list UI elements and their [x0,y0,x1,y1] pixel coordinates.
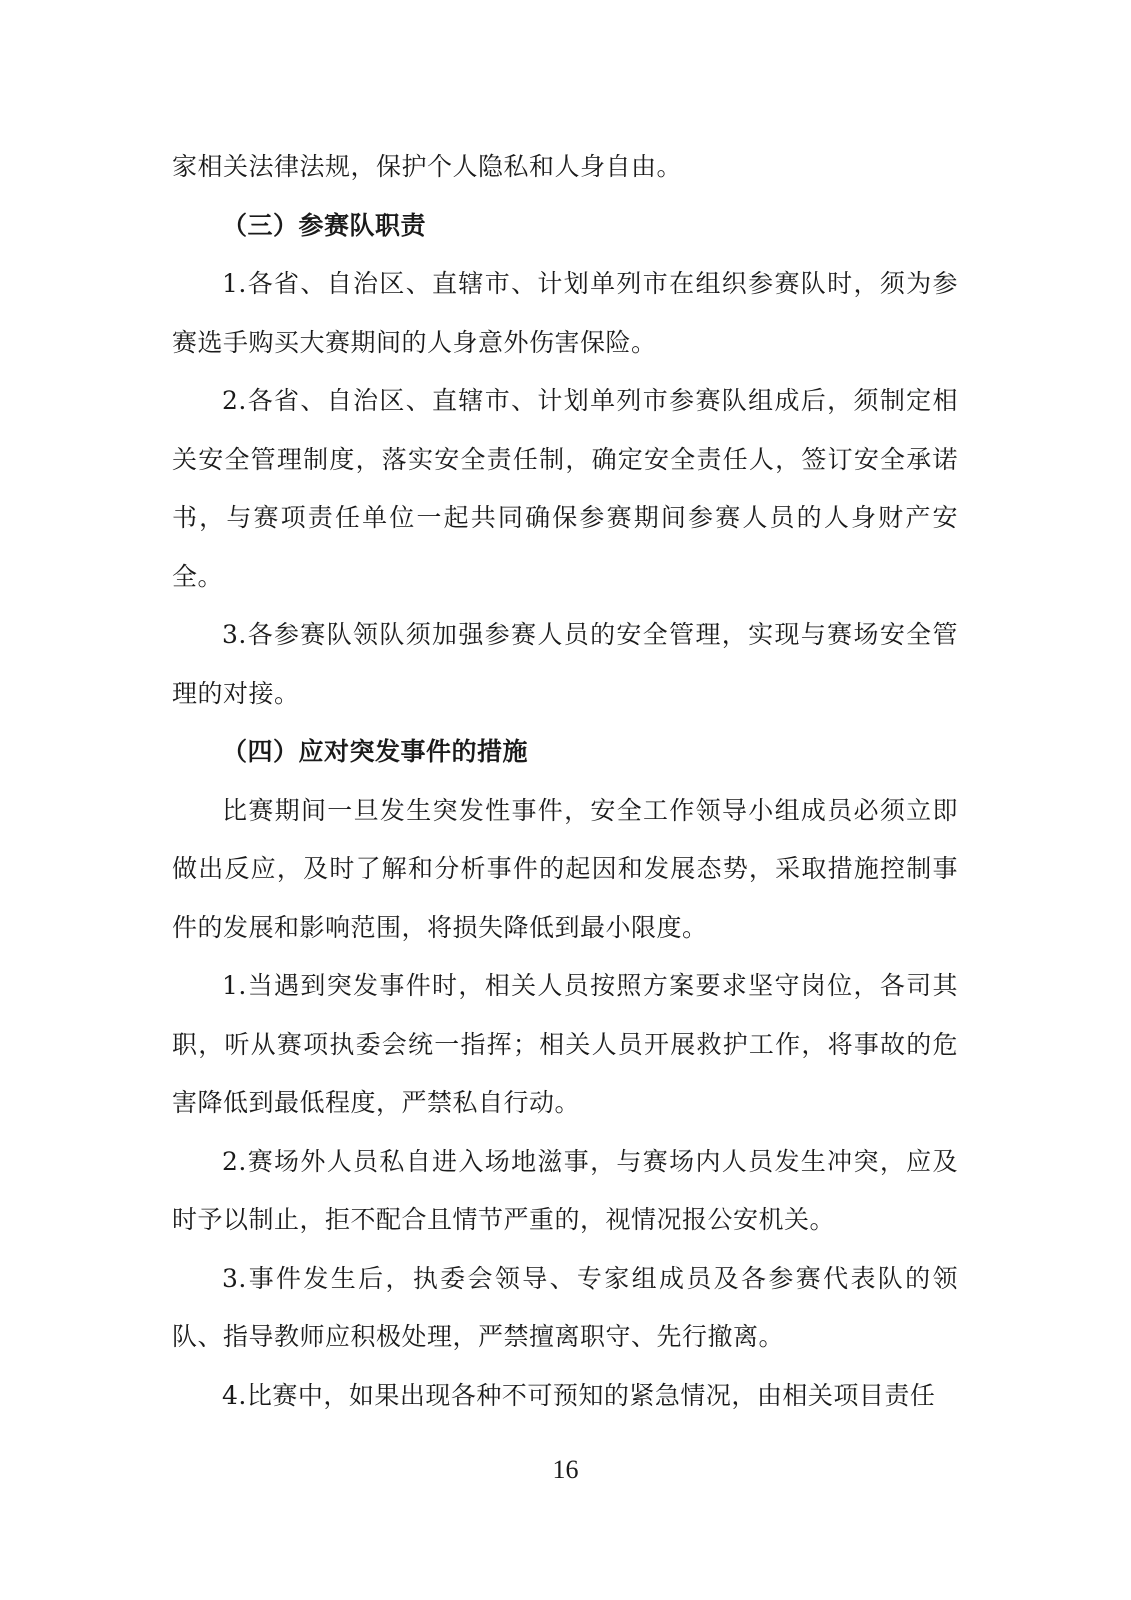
paragraph-safety-system: 2.各省、自治区、直辖市、计划单列市参赛队组成后，须制定相关安全管理制度，落实安全责任制，确定安全责任人，签订安全承诺书，与赛项责任单位一起共同确保参赛期间参赛人员的人身财产安全。 [172,386,958,591]
paragraph-continuation: 家相关法律法规，保护个人隐私和人身自由。 [172,152,683,181]
page-number: 16 [552,1455,579,1484]
paragraph-team-leader: 3.各参赛队领队须加强参赛人员的安全管理，实现与赛场安全管理的对接。 [172,620,958,708]
section-heading-team-duties: （三）参赛队职责 [222,210,427,240]
document-body [172,138,958,1425]
paragraph-emergency-4: 4.比赛中，如果出现各种不可预知的紧急情况，由相关项目责任 [222,1380,936,1410]
paragraph-emergency-1: 1.当遇到突发事件时，相关人员按照方案要求坚守岗位，各司其职，听从赛项执委会统一指挥；相关人员开展救护工作，将事故的危害降低到最低程度，严禁私自行动。 [172,971,958,1117]
paragraph-insurance: 1.各省、自治区、直辖市、计划单列市在组织参赛队时，须为参赛选手购买大赛期间的人身意外伤害保险。 [172,269,958,357]
paragraph-emergency-2: 2.赛场外人员私自进入场地滋事，与赛场内人员发生冲突，应及时予以制止，拒不配合且情节严重的，视情况报公安机关。 [172,1146,958,1234]
paragraph-emergency-intro: 比赛期间一旦发生突发性事件，安全工作领导小组成员必须立即做出反应，及时了解和分析事件的起因和发展态势，采取措施控制事件的发展和影响范围，将损失降低到最小限度。 [172,795,958,942]
paragraph-emergency-3: 3.事件发生后，执委会领导、专家组成员及各参赛代表队的领队、指导教师应积极处理，严禁擅离职守、先行撤离。 [172,1263,958,1351]
section-heading-emergency: （四）应对突发事件的措施 [222,737,529,766]
